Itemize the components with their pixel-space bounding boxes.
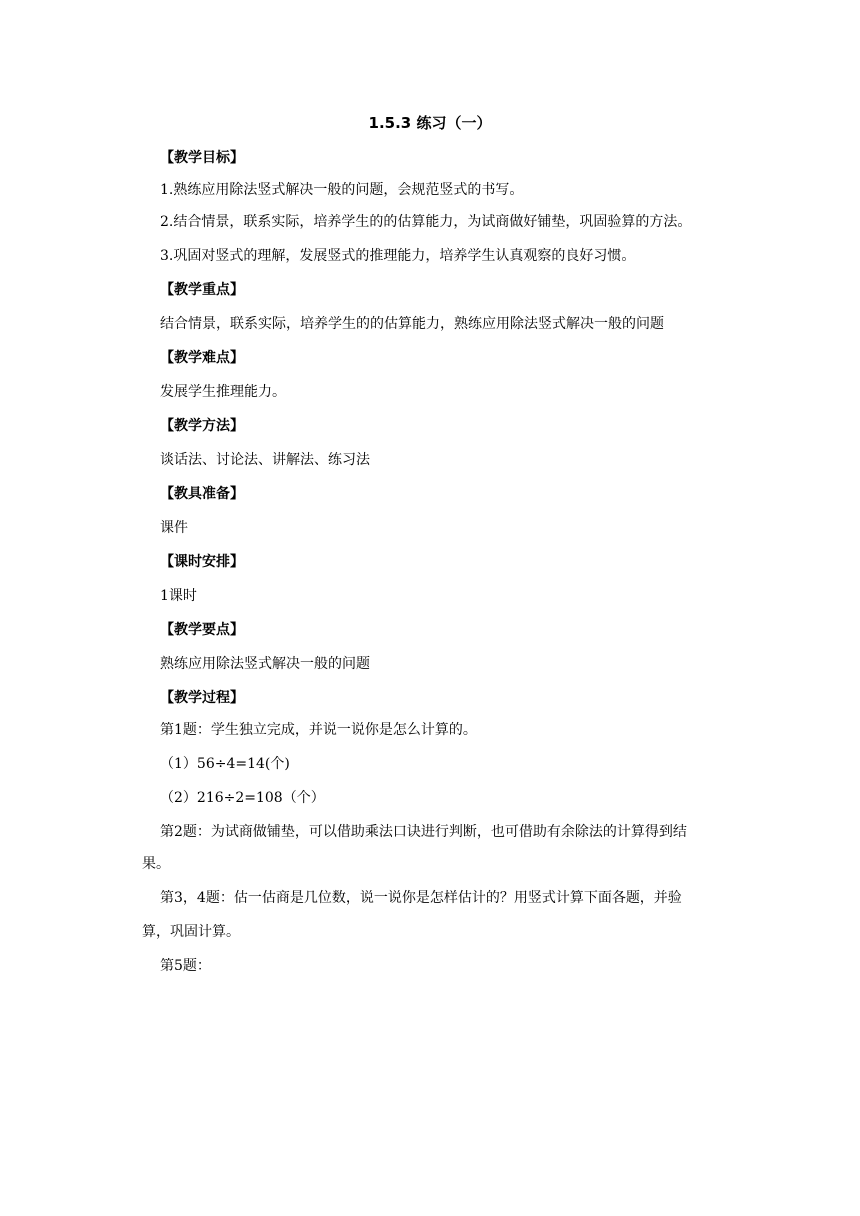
document-title: 1.5.3 练习（一） [368,114,492,132]
key-points-text: 结合情景，联系实际，培养学生的的估算能力，熟练应用除法竖式解决一般的问题 [160,316,664,332]
essentials-text: 熟练应用除法竖式解决一般的问题 [160,656,370,672]
question-2-line-1: 第2题：为试商做铺垫，可以借助乘法口诀进行判断，也可借助有余除法的计算得到结 [160,824,687,840]
essentials-heading: 【教学要点】 [160,622,244,638]
question-5: 第5题： [160,958,211,974]
objective-2: 2.结合情景，联系实际，培养学生的的估算能力，为试商做好铺垫，巩固验算的方法。 [160,214,692,230]
question-1: 第1题：学生独立完成，并说一说你是怎么计算的。 [160,722,477,738]
question-1-answer-a: （1）56÷4=14(个) [160,756,290,772]
objective-1: 1.熟练应用除法竖式解决一般的问题，会规范竖式的书写。 [160,182,524,198]
question-2-line-2: 果。 [142,856,170,872]
methods-text: 谈话法、讨论法、讲解法、练习法 [160,452,370,468]
question-34-line-2: 算，巩固计算。 [142,924,240,940]
methods-heading: 【教学方法】 [160,418,244,434]
objectives-heading: 【教学目标】 [160,150,244,166]
tools-heading: 【教具准备】 [160,486,244,502]
schedule-text: 1课时 [160,588,197,604]
question-34-line-1: 第3，4题：估一估商是几位数，说一说你是怎样估计的？用竖式计算下面各题，并验 [160,890,682,906]
difficulties-text: 发展学生推理能力。 [160,384,286,400]
key-points-heading: 【教学重点】 [160,282,244,298]
process-heading: 【教学过程】 [160,690,244,706]
difficulties-heading: 【教学难点】 [160,350,244,366]
tools-text: 课件 [160,520,188,536]
schedule-heading: 【课时安排】 [160,554,244,570]
question-1-answer-b: （2）216÷2=108（个） [160,790,325,806]
objective-3: 3.巩固对竖式的理解，发展竖式的推理能力，培养学生认真观察的良好习惯。 [160,248,636,264]
